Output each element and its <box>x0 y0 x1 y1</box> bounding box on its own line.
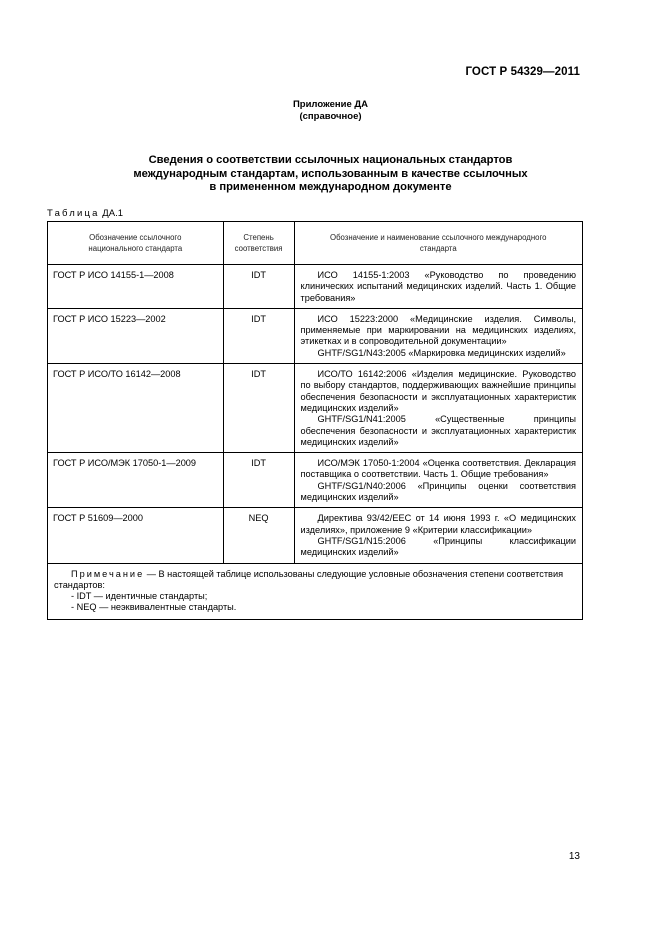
international-standard-cell: ИСО 14155-1:2003 «Руководство по проведению клинических испытаний медицинских изделий. Часть 1. Общие требования» <box>294 265 582 309</box>
section-title <box>0 154 661 195</box>
header-national-standard: Обозначение ссылочного национального стандарта <box>48 222 224 265</box>
header-international-standard: Обозначение и наименование ссылочного международного стандарта <box>294 222 582 265</box>
international-standard-cell: Директива 93/42/EEC от 14 июня 1993 г. «О медицинских изделиях», приложение 9 «Критерии классификации» GHTF/SG1/N15:2006 «Принципы классификации медицинских изделий» <box>294 508 582 563</box>
table-caption-number: ДА.1 <box>102 208 123 219</box>
degree-cell: NEQ <box>223 508 294 563</box>
section-title-line: международным стандартам, использованным в качестве ссылочных <box>133 167 528 180</box>
international-standard-cell: ИСО/ТО 16142:2006 «Изделия медицинские. Руководство по выбору стандартов, поддерживающих важнейшие принципы обеспечения безопасности и эксплуатационных характеристик медицинских изделий» GHTF/SG1/N41:2005 «Существенные принципы обеспечения безопасности и эксплуатационных характеристик медицинских изделий» <box>294 364 582 453</box>
table-row <box>48 265 583 309</box>
table-row <box>48 308 583 363</box>
table-note-row <box>48 563 583 619</box>
page-number: 13 <box>568 851 580 862</box>
note-text: — В настоящей таблице использованы следующие условные обозначения степени соответствия стандартов: <box>54 568 564 590</box>
table-caption <box>47 208 123 219</box>
degree-cell: IDT <box>223 308 294 363</box>
international-standard-cell: ИСО/МЭК 17050-1:2004 «Оценка соответствия. Декларация поставщика о соответствии. Часть 1. Общие требования» GHTF/SG1/N40:2006 «Принципы оценки соответствия медицинских изделий» <box>294 453 582 508</box>
table-row <box>48 453 583 508</box>
degree-cell: IDT <box>223 364 294 453</box>
header-degree: Степень соответствия <box>223 222 294 265</box>
international-standard-cell: ИСО 15223:2000 «Медицинские изделия. Символы, применяемые при маркировании на медицинских изделиях, этикетках и в сопроводительной документации» GHTF/SG1/N43:2005 «Маркировка медицинских изделий» <box>294 308 582 363</box>
appendix-subtitle: (справочное) <box>299 111 362 122</box>
note-item: - NEQ — неэквивалентные стандарты. <box>71 602 237 613</box>
standards-table <box>47 221 583 620</box>
national-standard-cell: ГОСТ Р ИСО/ТО 16142—2008 <box>48 364 224 453</box>
section-title-line: в примененном международном документе <box>209 181 452 193</box>
table-note <box>48 563 583 619</box>
note-label: Примечание <box>71 568 145 579</box>
degree-cell: IDT <box>223 453 294 508</box>
national-standard-cell: ГОСТ Р ИСО/МЭК 17050-1—2009 <box>48 453 224 508</box>
table-row <box>48 364 583 453</box>
degree-cell: IDT <box>223 265 294 309</box>
national-standard-cell: ГОСТ Р 51609—2000 <box>48 508 224 563</box>
table-row <box>48 508 583 563</box>
national-standard-cell: ГОСТ Р ИСО 14155-1—2008 <box>48 265 224 309</box>
national-standard-cell: ГОСТ Р ИСО 15223—2002 <box>48 308 224 363</box>
appendix-title: Приложение ДА <box>292 99 369 110</box>
note-item: - IDT — идентичные стандарты; <box>71 591 208 602</box>
document-code: ГОСТ Р 54329—2011 <box>465 66 580 78</box>
table-caption-word: Таблица <box>47 208 100 219</box>
table-header-row <box>48 222 583 265</box>
section-title-line: Сведения о соответствии ссылочных национальных стандартов <box>148 154 513 166</box>
